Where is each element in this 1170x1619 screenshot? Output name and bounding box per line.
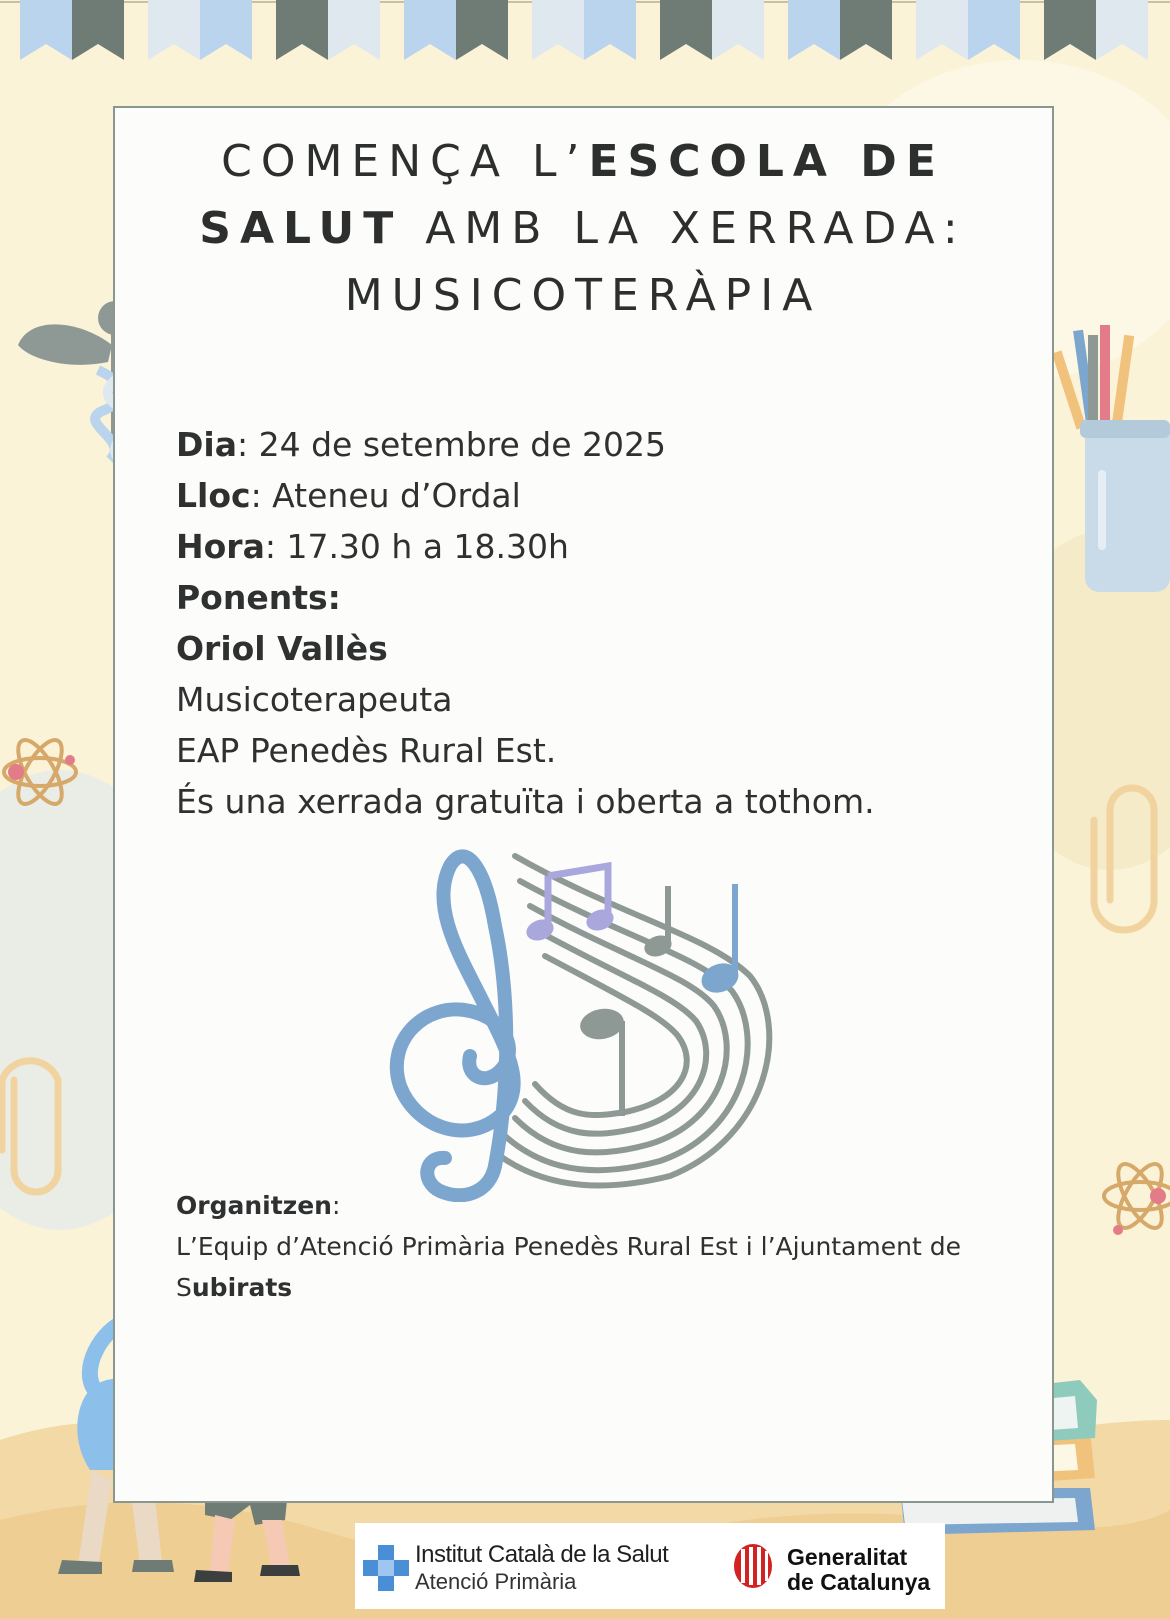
generalitat-line2: de Catalunya — [787, 1569, 931, 1595]
title-line3: MUSICOTERÀPIA — [344, 270, 822, 321]
organizers-text-line: L’Equip d’Atenció Primària Penedès Rural Est i l’Ajuntament de — [176, 1232, 961, 1261]
time-row — [176, 521, 1036, 572]
place-row — [176, 470, 1036, 521]
title-line2-bold: SALUT — [199, 203, 403, 254]
date-row — [176, 419, 1036, 470]
date-label: Dia — [176, 425, 237, 464]
page-title — [118, 128, 1048, 329]
organizers-last-rest: ubirats — [191, 1273, 293, 1302]
organizers-section — [176, 1185, 1036, 1308]
speaker-role: Musicoterapeuta — [176, 680, 453, 719]
speaker-name — [176, 623, 1036, 674]
free-event-note: És una xerrada gratuïta i oberta a tothom. — [176, 782, 875, 821]
ics-subtitle: Atenció Primària — [415, 1569, 577, 1594]
music-clef-notes-illustration — [370, 846, 790, 1202]
event-details — [176, 419, 1036, 827]
speaker-organization: EAP Penedès Rural Est. — [176, 731, 557, 770]
speakers-label-text: Ponents: — [176, 578, 341, 617]
organizers-label: Organitzen — [176, 1191, 332, 1220]
time-label: Hora — [176, 527, 265, 566]
organizers-last-initial: S — [176, 1273, 192, 1302]
organizers-heading — [176, 1185, 1036, 1226]
treble-clef-icon — [397, 856, 514, 1195]
title-line2-rest: AMB LA XERRADA: — [402, 203, 967, 254]
place-value: : Ateneu d’Ordal — [250, 476, 521, 515]
time-value: : 17.30 h a 18.30h — [264, 527, 569, 566]
title-line1-prefix: COMENÇA L’ — [221, 136, 589, 187]
generalitat-line1: Generalitat — [787, 1544, 908, 1570]
organizers-text — [176, 1226, 1036, 1267]
organizers-colon: : — [331, 1191, 341, 1220]
speaker-name-text: Oriol Vallès — [176, 629, 388, 668]
music-staff-lines — [500, 856, 769, 1186]
date-value: : 24 de setembre de 2025 — [236, 425, 667, 464]
generalitat-emblem-icon — [733, 1543, 773, 1589]
sponsor-logos — [355, 1523, 945, 1609]
speakers-label — [176, 572, 1036, 623]
place-label: Lloc — [176, 476, 251, 515]
ics-cross-icon — [363, 1545, 409, 1591]
music-notes-icon — [523, 866, 742, 1116]
ics-name: Institut Català de la Salut — [415, 1541, 669, 1568]
organizers-last-line — [176, 1267, 1036, 1308]
title-line1-bold: ESCOLA DE — [588, 136, 945, 187]
generalitat-name — [787, 1545, 930, 1595]
